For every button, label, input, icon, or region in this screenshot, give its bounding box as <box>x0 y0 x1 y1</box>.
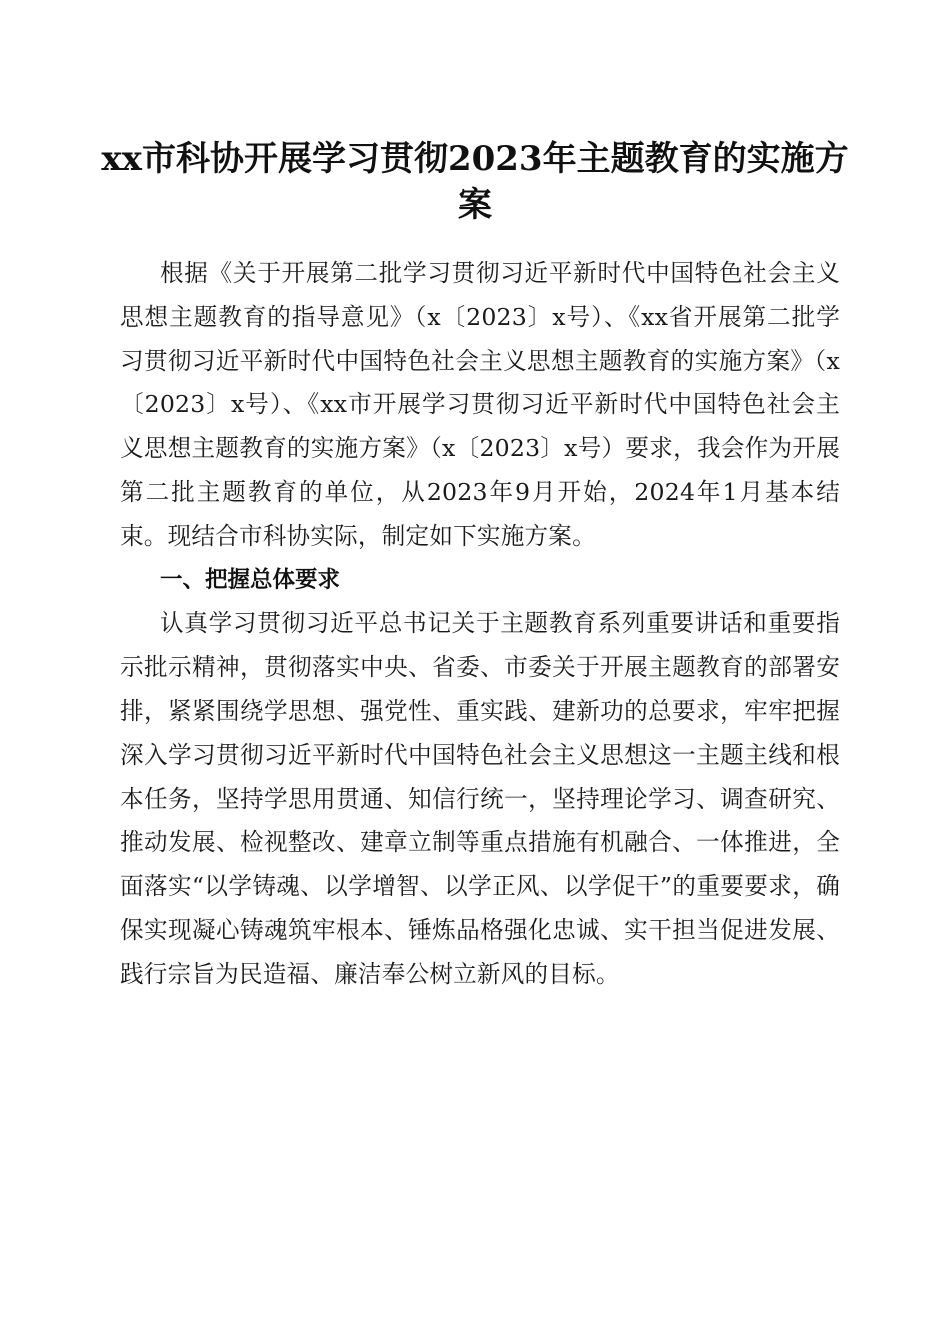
intro-paragraph: 根据《关于开展第二批学习贯彻习近平新时代中国特色社会主义思想主题教育的指导意见》（x〔2023〕x号）、《xx省开展第二批学习贯彻习近平新时代中国特色社会主义思想主题教育的实施方案》（x〔2023〕x号）、《xx市开展学习贯彻习近平新时代中国特色社会主义思想主题教育的实施方案》（x〔2023〕x号）要求，我会作为开展第二批主题教育的单位，从2023年9月开始，2024年1月基本结束。现结合市科协实际，制定如下实施方案。 <box>120 259 840 550</box>
document-body <box>120 252 840 997</box>
section-heading-overall-requirements: 一、把握总体要求 <box>160 566 341 593</box>
document-title: xx市科协开展学习贯彻2023年主题教育的实施方案 <box>101 139 849 225</box>
section-paragraph-overall-requirements: 认真学习贯彻习近平总书记关于主题教育系列重要讲话和重要指示批示精神，贯彻落实中央、省委、市委关于开展主题教育的部署安排，紧紧围绕学思想、强党性、重实践、建新功的总要求，牢牢把握深入学习贯彻习近平新时代中国特色社会主义思想这一主题主线和根本任务，坚持学思用贯通、知信行统一，坚持理论学习、调查研究、推动发展、检视整改、建章立制等重点措施有机融合、一体推进，全面落实“以学铸魂、以学增智、以学正风、以学促干”的重要要求，确保实现凝心铸魂筑牢根本、锤炼品格强化忠诚、实干担当促进发展、践行宗旨为民造福、廉洁奉公树立新风的目标。 <box>120 609 840 988</box>
